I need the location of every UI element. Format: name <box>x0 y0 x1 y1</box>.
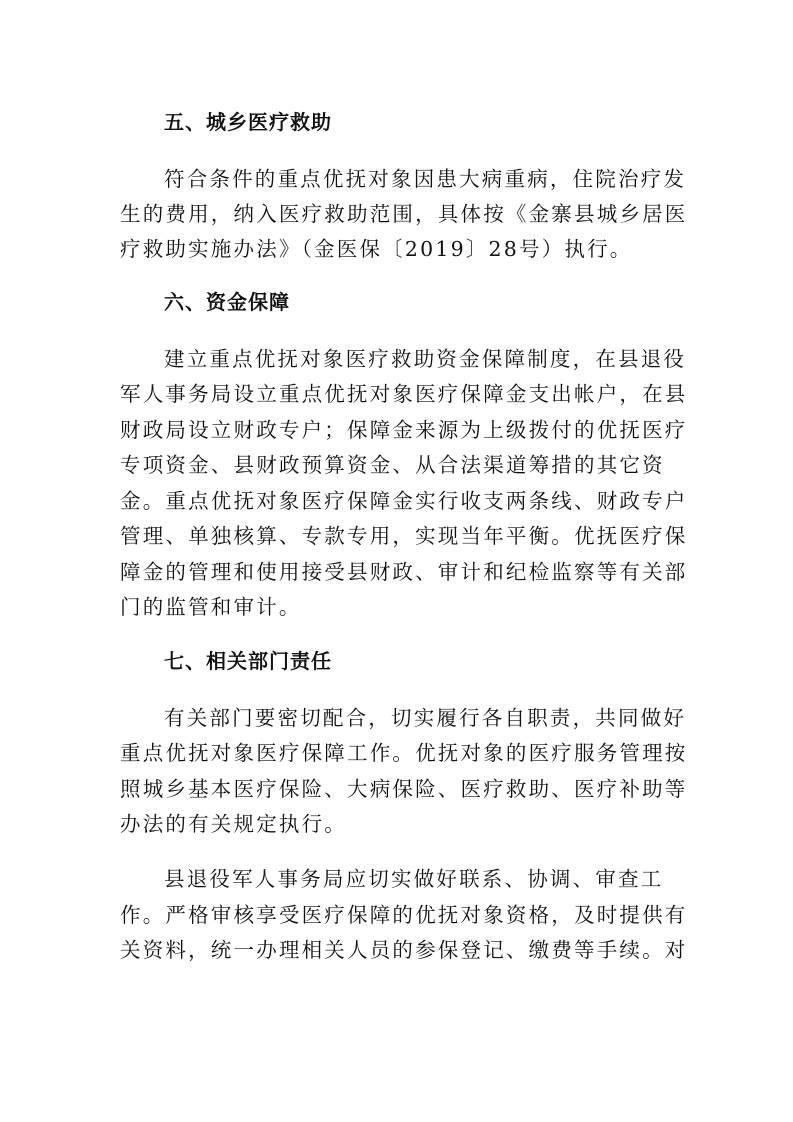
paragraph-line: 金。重点优抚对象医疗保障金实行收支两条线、财政专户 <box>120 489 688 513</box>
paragraph-line: 建立重点优抚对象医疗救助资金保障制度，在县退役 <box>164 347 687 371</box>
paragraph-line: 符合条件的重点优抚对象因患大病重病，住院治疗发 <box>164 167 687 191</box>
paragraph-line: 作。严格审核享受医疗保障的优抚对象资格，及时提供有 <box>120 903 688 927</box>
section-heading-5: 五、城乡医疗救助 <box>164 110 332 134</box>
section-heading-7: 七、相关部门责任 <box>164 649 332 673</box>
paragraph-line: 门的监管和审计。 <box>120 595 302 619</box>
paragraph-line: 生的费用，纳入医疗救助范围，具体按《金寨县城乡居医 <box>120 202 688 226</box>
paragraph-line: 管理、单独核算、专款专用，实现当年平衡。优抚医疗保 <box>120 524 688 548</box>
paragraph-line: 重点优抚对象医疗保障工作。优抚对象的医疗服务管理按 <box>120 741 688 765</box>
paragraph-line: 疗救助实施办法》（金医保〔2019〕28号）执行。 <box>120 237 633 261</box>
paragraph-line: 县退役军人事务局应切实做好联系、协调、审查工 <box>164 867 664 891</box>
paragraph-line: 军人事务局设立重点优抚对象医疗保障金支出帐户，在县 <box>120 382 688 406</box>
paragraph-line: 财政局设立财政专户；保障金来源为上级拨付的优抚医疗 <box>120 418 688 442</box>
paragraph-line: 障金的管理和使用接受县财政、审计和纪检监察等有关部 <box>120 560 688 584</box>
paragraph-line: 办法的有关规定执行。 <box>120 812 347 836</box>
section-heading-6: 六、资金保障 <box>164 290 290 314</box>
paragraph-line: 关资料，统一办理相关人员的参保登记、缴费等手续。对 <box>120 938 688 962</box>
paragraph-line: 专项资金、县财政预算资金、从合法渠道筹措的其它资 <box>120 453 665 477</box>
paragraph-line: 有关部门要密切配合，切实履行各自职责，共同做好 <box>164 706 687 730</box>
paragraph-line: 照城乡基本医疗保险、大病保险、医疗救助、医疗补助等 <box>120 777 688 801</box>
